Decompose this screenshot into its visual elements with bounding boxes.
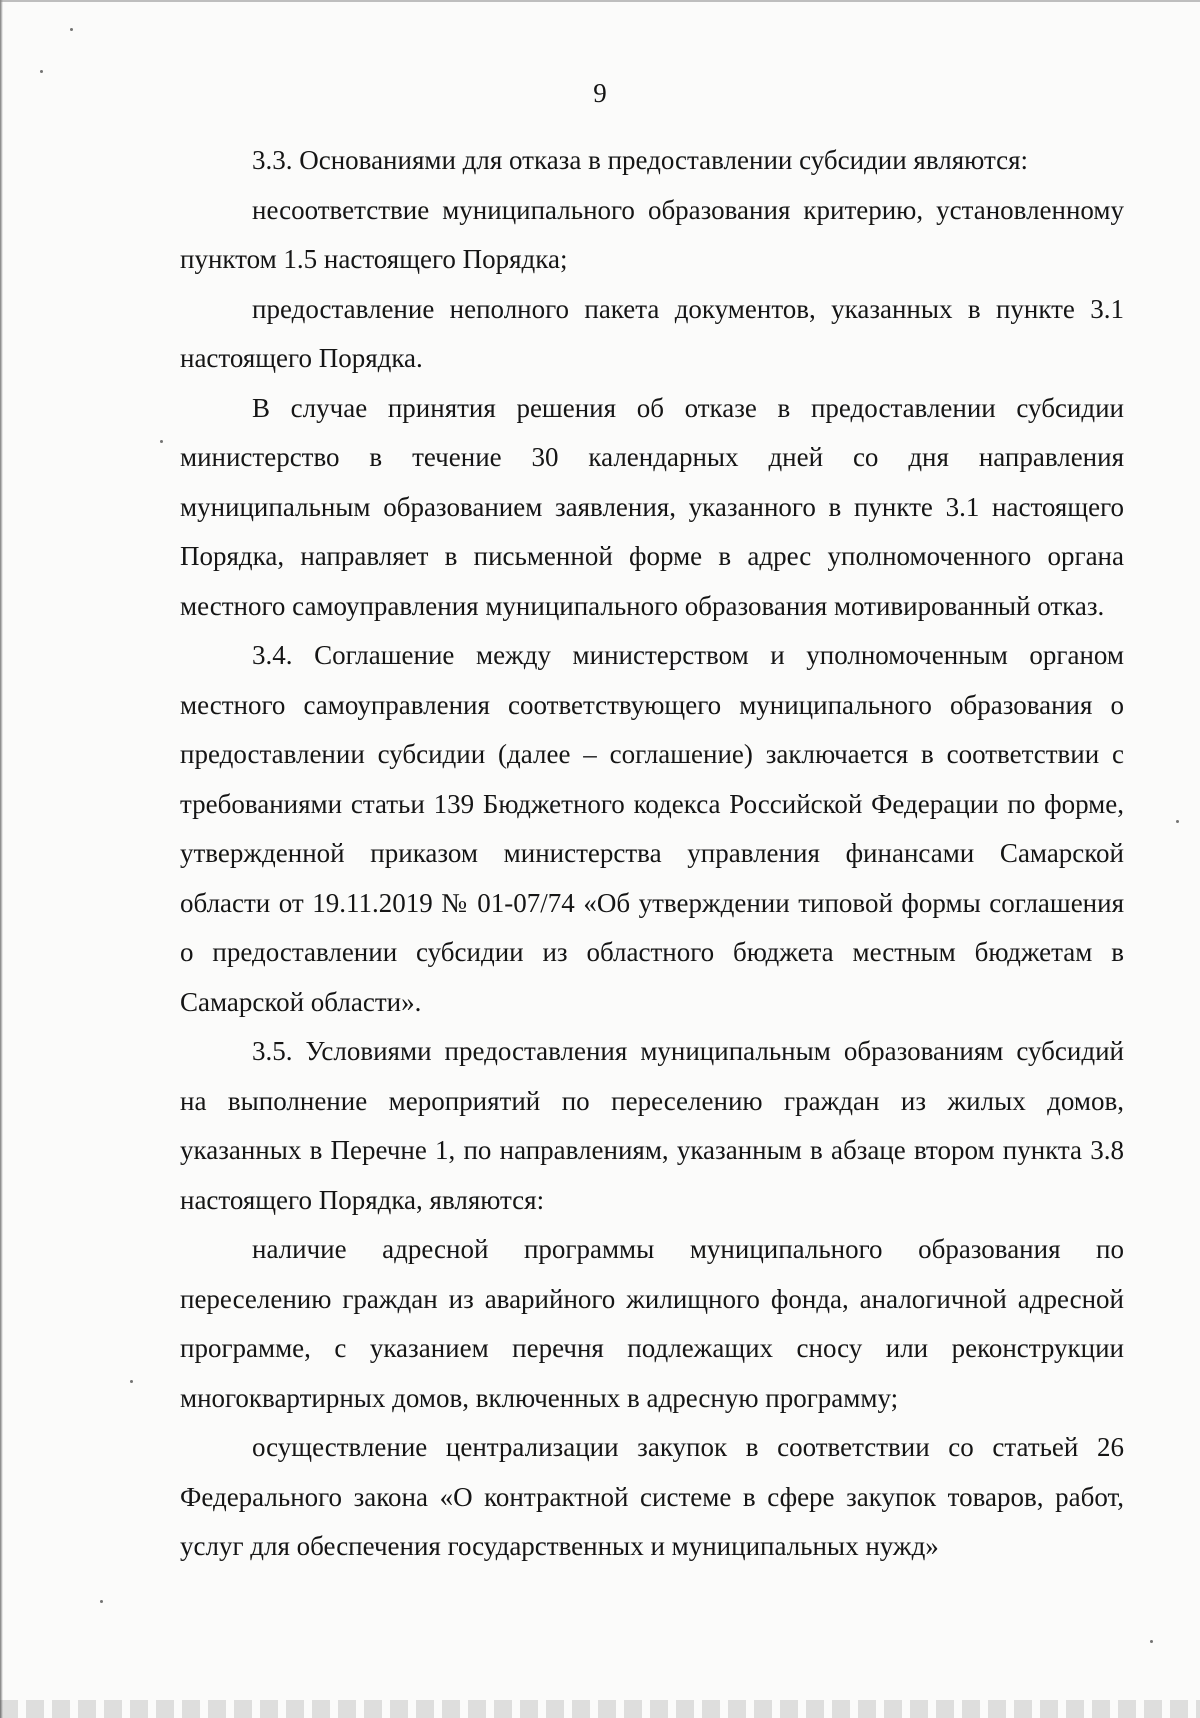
scan-speck [100,1600,103,1603]
scan-speck [1176,820,1179,823]
scan-edge-left [0,0,3,1718]
paragraph-3-4: 3.4. Соглашение между министерством и уполномоченным органом местного самоуправления соответствующего муниципального образования о предоставлении субсидии (далее – соглашение) заключается в соответствии с требованиями статьи 139 Бюджетного кодекса Российской Федерации по форме, утвержденной приказом министерства управления финансами Самарской области от 19.11.2019 № 01-07/74 «Об утверждении типовой формы соглашения о предоставлении субсидии из областного бюджета местным бюджетам в Самарской области». [180,640,1124,1017]
scan-speck [70,28,73,31]
scan-speck [1150,1640,1153,1643]
document-body [180,136,1124,1572]
paragraph-3-5: 3.5. Условиями предоставления муниципальным образованиям субсидий на выполнение мероприятий по переселению граждан из жилых домов, указанных в Перечне 1, по направлениям, указанным в абзаце втором пункта 3.8 настоящего Порядка, являются: [180,1036,1124,1215]
scan-speck [160,440,163,443]
page-number: 9 [593,78,607,108]
paragraph-refusal-decision: В случае принятия решения об отказе в предоставлении субсидии министерство в течение 30 календарных дней со дня направления муниципальным образованием заявления, указанного в пункте 3.1 настоящего Порядка, направляет в письменной форме в адрес уполномоченного органа местного самоуправления муниципального образования мотивированный отказ. [180,392,1124,621]
scan-speck [130,1380,133,1383]
scan-bottom-strip [0,1700,1200,1718]
paragraph-incomplete-docs: предоставление неполного пакета документов, указанных в пункте 3.1 настоящего Порядка. [180,293,1124,373]
paragraph-address-program: наличие адресной программы муниципального образования по переселению граждан из аварийного жилищного фонда, аналогичной адресной программе, с указанием перечня подлежащих сносу или реконструкции многоквартирных домов, включенных в адресную программу; [180,1234,1124,1413]
paragraph-3-3: 3.3. Основаниями для отказа в предоставлении субсидии являются: [252,145,1028,175]
paragraph-centralization: осуществление централизации закупок в соответствии со статьей 26 Федерального закона «О контрактной системе в сфере закупок товаров, работ, услуг для обеспечения государственных и муниципальных нужд» [180,1432,1124,1561]
scan-speck [40,70,43,73]
scan-edge-top [0,0,1200,2]
paragraph-criterion: несоответствие муниципального образования критерию, установленному пунктом 1.5 настоящего Порядка; [180,194,1124,274]
